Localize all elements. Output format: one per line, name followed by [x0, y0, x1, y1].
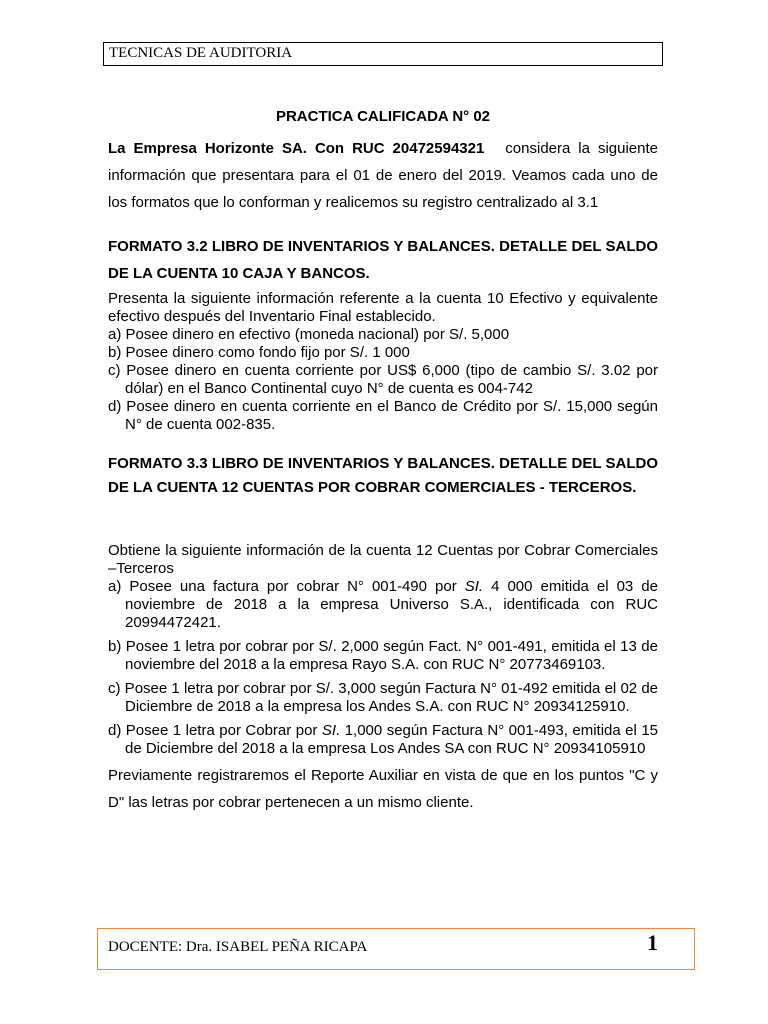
section2-item-c: [108, 680, 658, 716]
section2-item-d-currency: SI.: [321, 722, 341, 739]
section2-item-d-text-2: 1,000 según Factura N° 001-493, emitida el 15 de Diciembre del 2018 a la empresa Los Andes SA con RUC N° 20934105910: [125, 722, 659, 757]
section2-item-a-currency: SI.: [464, 578, 484, 595]
section1-item-d: d) Posee dinero en cuenta corriente en el Banco de Crédito por S/. 15,000 según N° de cuenta 002-835.: [108, 398, 658, 433]
section2-item-a: [108, 578, 658, 632]
section1-item-c: c) Posee dinero en cuenta corriente por US$ 6,000 (tipo de cambio S/. 3.02 por dólar) en el Banco Continental cuyo N° de cuenta es 004-742: [108, 362, 658, 397]
section1-item-a: a) Posee dinero en efectivo (moneda nacional) por S/. 5,000: [108, 326, 510, 343]
section2-item-d-text-1: d) Posee 1 letra por Cobrar por: [108, 722, 322, 739]
section1-heading: FORMATO 3.2 LIBRO DE INVENTARIOS Y BALANCES. DETALLE DEL SALDO DE LA CUENTA 10 CAJA Y BANCOS.: [108, 238, 658, 282]
section2-item-c-text: c) Posee 1 letra por cobrar por S/. 3,000 según Factura N° 01-492 emitida el 02 de Diciembre de 2018 a la empresa los Andes S.A. con RUC N° 20934125910.: [108, 680, 658, 715]
intro-rest: considera la siguiente información que presentara para el 01 de enero del 2019. Veamos cada uno de los formatos que lo conforman y realicemos su registro centralizado al 3.1: [108, 140, 659, 211]
section2-closing: Previamente registraremos el Reporte Auxiliar en vista de que en los puntos "C y D" las letras por cobrar pertenecen a un mismo cliente.: [108, 767, 658, 811]
section2-item-a-text-2: 4 000 emitida el 03 de noviembre de 2018 a la empresa Universo S.A., identificada con RUC 20994472421.: [125, 578, 658, 631]
section2-item-d: [108, 722, 658, 758]
footer-teacher: DOCENTE: Dra. ISABEL PEÑA RICAPA: [108, 939, 368, 955]
intro-paragraph: [108, 135, 658, 216]
section1-intro: Presenta la siguiente información referente a la cuenta 10 Efectivo y equivalente efectivo después del Inventario Final establecido.: [108, 290, 658, 325]
document-body: [108, 108, 658, 816]
section2-item-b-text: b) Posee 1 letra por cobrar por S/. 2,000 según Fact. N° 001-491, emitida el 13 de noviembre del 2018 a la empresa Rayo S.A. con RUC N° 20773469103.: [108, 638, 658, 673]
practice-title: PRACTICA CALIFICADA N° 02: [275, 108, 491, 125]
section1-item-b: b) Posee dinero como fondo fijo por S/. 1 000: [108, 344, 410, 361]
page-number: 1: [647, 930, 658, 955]
section2-item-b: [108, 638, 658, 674]
section2-heading: FORMATO 3.3 LIBRO DE INVENTARIOS Y BALANCES. DETALLE DEL SALDO DE LA CUENTA 12 CUENTAS POR COBRAR COMERCIALES - TERCEROS.: [108, 455, 658, 496]
header-title: TECNICAS DE AUDITORIA: [109, 45, 293, 61]
page-footer: [97, 928, 695, 970]
section2-item-a-text-1: a) Posee una factura por cobrar N° 001-490 por: [108, 578, 465, 595]
page-header: [103, 42, 663, 66]
section2-intro: Obtiene la siguiente información de la cuenta 12 Cuentas por Cobrar Comerciales –Terceros: [108, 542, 658, 577]
intro-company: La Empresa Horizonte SA. Con RUC 20472594321: [108, 140, 485, 157]
